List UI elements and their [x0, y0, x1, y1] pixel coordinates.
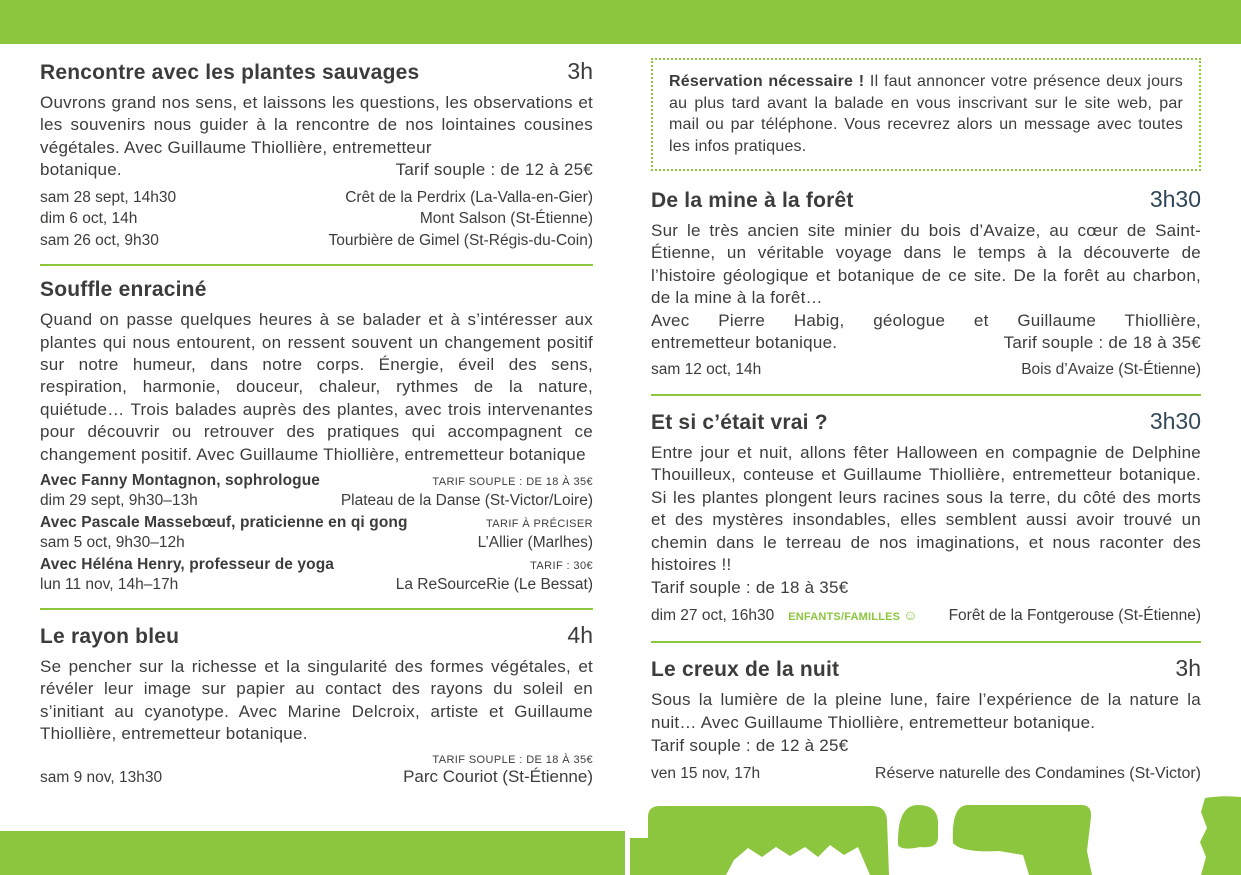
section-title: Souffle enraciné: [40, 278, 207, 302]
schedule-date: dim 6 oct, 14h: [40, 210, 138, 228]
schedule-row: [40, 766, 593, 789]
schedule: [651, 359, 1201, 381]
schedule-row: [40, 230, 593, 252]
tarif-caps: TARIF À PRÉCISER: [485, 517, 593, 530]
reservation-text: Il faut annoncer votre présence deux jours au plus tard avant la balade en vous inscrivant sur le site web, par mail ou par téléphone. Vous recevrez alors un message avec toutes les infos pratiques.: [669, 73, 1183, 155]
tarif-text: Tarif souple : de 18 à 35€: [651, 578, 849, 598]
schedule-place: Crêt de la Perdrix (La-Valla-en-Gier): [345, 188, 593, 206]
sub-sessions: [40, 472, 593, 595]
section-duration: 4h: [567, 621, 593, 648]
body-tail-left: entremetteur botanique.: [651, 333, 838, 353]
schedule-row: [40, 187, 593, 209]
green-divider: [40, 608, 593, 610]
section-body: Ouvrons grand nos sens, et laissons les questions, les observations et les souvenirs nous guider à la rencontre de nos lointaines cousines végétales. Avec Guillaume Thiollière, entremetteur: [40, 93, 593, 157]
schedule-date: lun 11 nov, 14h–17h: [40, 575, 179, 593]
section-body: Entre jour et nuit, allons fêter Halloween en compagnie de Delphine Thouilleux, conteuse et Guillaume Thiollière, entremetteur botanique. Si les plantes plongent leurs racines sous la terre, du côté des morts et des mystères insondables, elles semblent aussi avoir trouvé un chemin dans le terreau de nos imaginations, et nous raconter des histoires !!: [651, 442, 1201, 574]
section-title: Le rayon bleu: [40, 624, 180, 648]
schedule: [40, 187, 593, 252]
audience-badge: [788, 605, 917, 629]
section-title: Rencontre avec les plantes sauvages: [40, 61, 420, 84]
section-title: De la mine à la forêt: [651, 189, 854, 212]
schedule-date: sam 9 nov, 13h30: [40, 768, 163, 786]
sub-session-leader: Avec Héléna Henry, professeur de yoga: [40, 555, 335, 573]
schedule-place: Parc Couriot (St-Étienne): [403, 766, 593, 786]
schedule-row: [651, 763, 1201, 785]
section-body: Se pencher sur la richesse et la singularité des formes végétales, et révéler leur image sur papier au contact des rayons du soleil en s’initiant au cyanotype. Avec Marine Delcroix, artiste et Guillaume Thiollière, entremetteur botanique.: [40, 656, 593, 744]
section-souffle: [40, 278, 593, 595]
tarif-text: Tarif souple : de 12 à 25€: [651, 736, 849, 756]
body-tail-left: botanique.: [40, 160, 122, 180]
tarif-text: Tarif souple : de 18 à 35€: [1003, 333, 1201, 353]
sub-session-head: [40, 472, 593, 490]
section-body: Quand on passe quelques heures à se balader et à s’intéresser aux plantes qui nous entourent, on ressent souvent un changement positif sur notre humeur, dans notre corps. Énergie, éveil des sens, respiration, harmonie, douceur, chaleur, rythmes de la nature, quiétude… Trois balades auprès des plantes, avec trois intervenantes pour découvrir ou retrouver des pratiques qui accompagnent ce changement positif. Avec Guillaume Thiollière, entremetteur botanique: [40, 310, 593, 464]
section-rencontre: [40, 58, 593, 251]
schedule-row: [651, 359, 1201, 381]
section-title: Le creux de la nuit: [651, 658, 840, 682]
schedule-row: [40, 532, 593, 553]
tarif-caps: TARIF SOUPLE : DE 18 À 35€: [432, 475, 593, 488]
section-body: Sous la lumière de la pleine lune, faire l’expérience de la nature la nuit… Avec Guillaume Thiollière, entremetteur botanique.: [651, 690, 1201, 732]
schedule-date: sam 26 oct, 9h30: [40, 231, 159, 249]
schedule-row: [40, 490, 593, 511]
tarif-caps: TARIF : 30€: [530, 559, 593, 572]
right-column: [651, 58, 1201, 784]
schedule: [651, 605, 1201, 629]
schedule-place: Réserve naturelle des Condamines (St-Victor): [874, 764, 1201, 782]
body-tail-row: [651, 332, 1201, 354]
schedule-date: dim 29 sept, 9h30–13h: [40, 491, 198, 509]
schedule-row: [651, 605, 1201, 629]
section-mine-foret: [651, 186, 1201, 381]
schedule-row: [40, 208, 593, 230]
schedule-place: La ReSourceRie (Le Bessat): [395, 575, 593, 593]
bottom-green-bar: [0, 831, 625, 875]
smiley-icon: ☺: [903, 606, 918, 623]
schedule-row: [40, 574, 593, 595]
sub-session-leader: Avec Fanny Montagnon, sophrologue: [40, 471, 321, 489]
left-column: [40, 58, 593, 788]
schedule-date: sam 5 oct, 9h30–12h: [40, 533, 185, 551]
schedule-place: Plateau de la Danse (St-Victor/Loire): [340, 491, 593, 509]
schedule-date: sam 12 oct, 14h: [651, 361, 762, 379]
section-et-si-cetait-vrai: [651, 408, 1201, 628]
schedule-place: L’Allier (Marlhes): [477, 533, 593, 551]
sub-session-leader: Avec Pascale Massebœuf, praticienne en qi gong: [40, 513, 408, 531]
section-body: Sur le très ancien site minier du bois d’Avaize, au cœur de Saint-Étienne, un véritable voyage dans le temps à la découverte de l’histoire géologique et botanique de ce site. De la forêt au charbon, de la mine à la forêt…: [651, 221, 1201, 308]
sub-session-head: [40, 556, 593, 574]
green-plant-silhouette-illustration: [630, 795, 1241, 875]
section-duration: 3h: [1175, 655, 1201, 682]
top-green-bar: [0, 0, 1241, 44]
green-divider: [651, 641, 1201, 643]
sub-session-head: [40, 514, 593, 532]
schedule-place: Mont Salson (St-Étienne): [419, 210, 593, 228]
schedule-place: Forêt de la Fontgerouse (St-Étienne): [948, 606, 1201, 624]
schedule-place: Tourbière de Gimel (St-Régis-du-Coin): [328, 231, 593, 249]
section-creux-nuit: [651, 655, 1201, 784]
section-title: Et si c’était vrai ?: [651, 410, 828, 434]
section-rayon-bleu: [40, 622, 593, 788]
audience-badge-label: ENFANTS/FAMILLES: [788, 610, 901, 623]
section-duration: 3h30: [1149, 186, 1201, 212]
section-duration: 3h: [567, 58, 593, 84]
schedule: [651, 763, 1201, 785]
green-divider: [651, 394, 1201, 396]
reservation-lead: Réservation nécessaire !: [669, 73, 865, 90]
schedule-date: sam 28 sept, 14h30: [40, 188, 177, 206]
reservation-box: [651, 58, 1201, 171]
section-duration: 3h30: [1149, 407, 1201, 434]
tarif-text: Tarif souple : de 12 à 25€: [395, 160, 593, 180]
tarif-caps: TARIF SOUPLE : DE 18 À 35€: [432, 753, 593, 766]
body-tail-row: [40, 159, 593, 181]
green-divider: [40, 264, 593, 266]
schedule-date: ven 15 nov, 17h: [651, 764, 761, 782]
schedule-place: Bois d’Avaize (St-Étienne): [1021, 361, 1201, 379]
section-body-line: Avec Pierre Habig, géologue et Guillaume Thiollière,: [651, 310, 1201, 330]
schedule-date: dim 27 oct, 16h30: [651, 606, 775, 624]
